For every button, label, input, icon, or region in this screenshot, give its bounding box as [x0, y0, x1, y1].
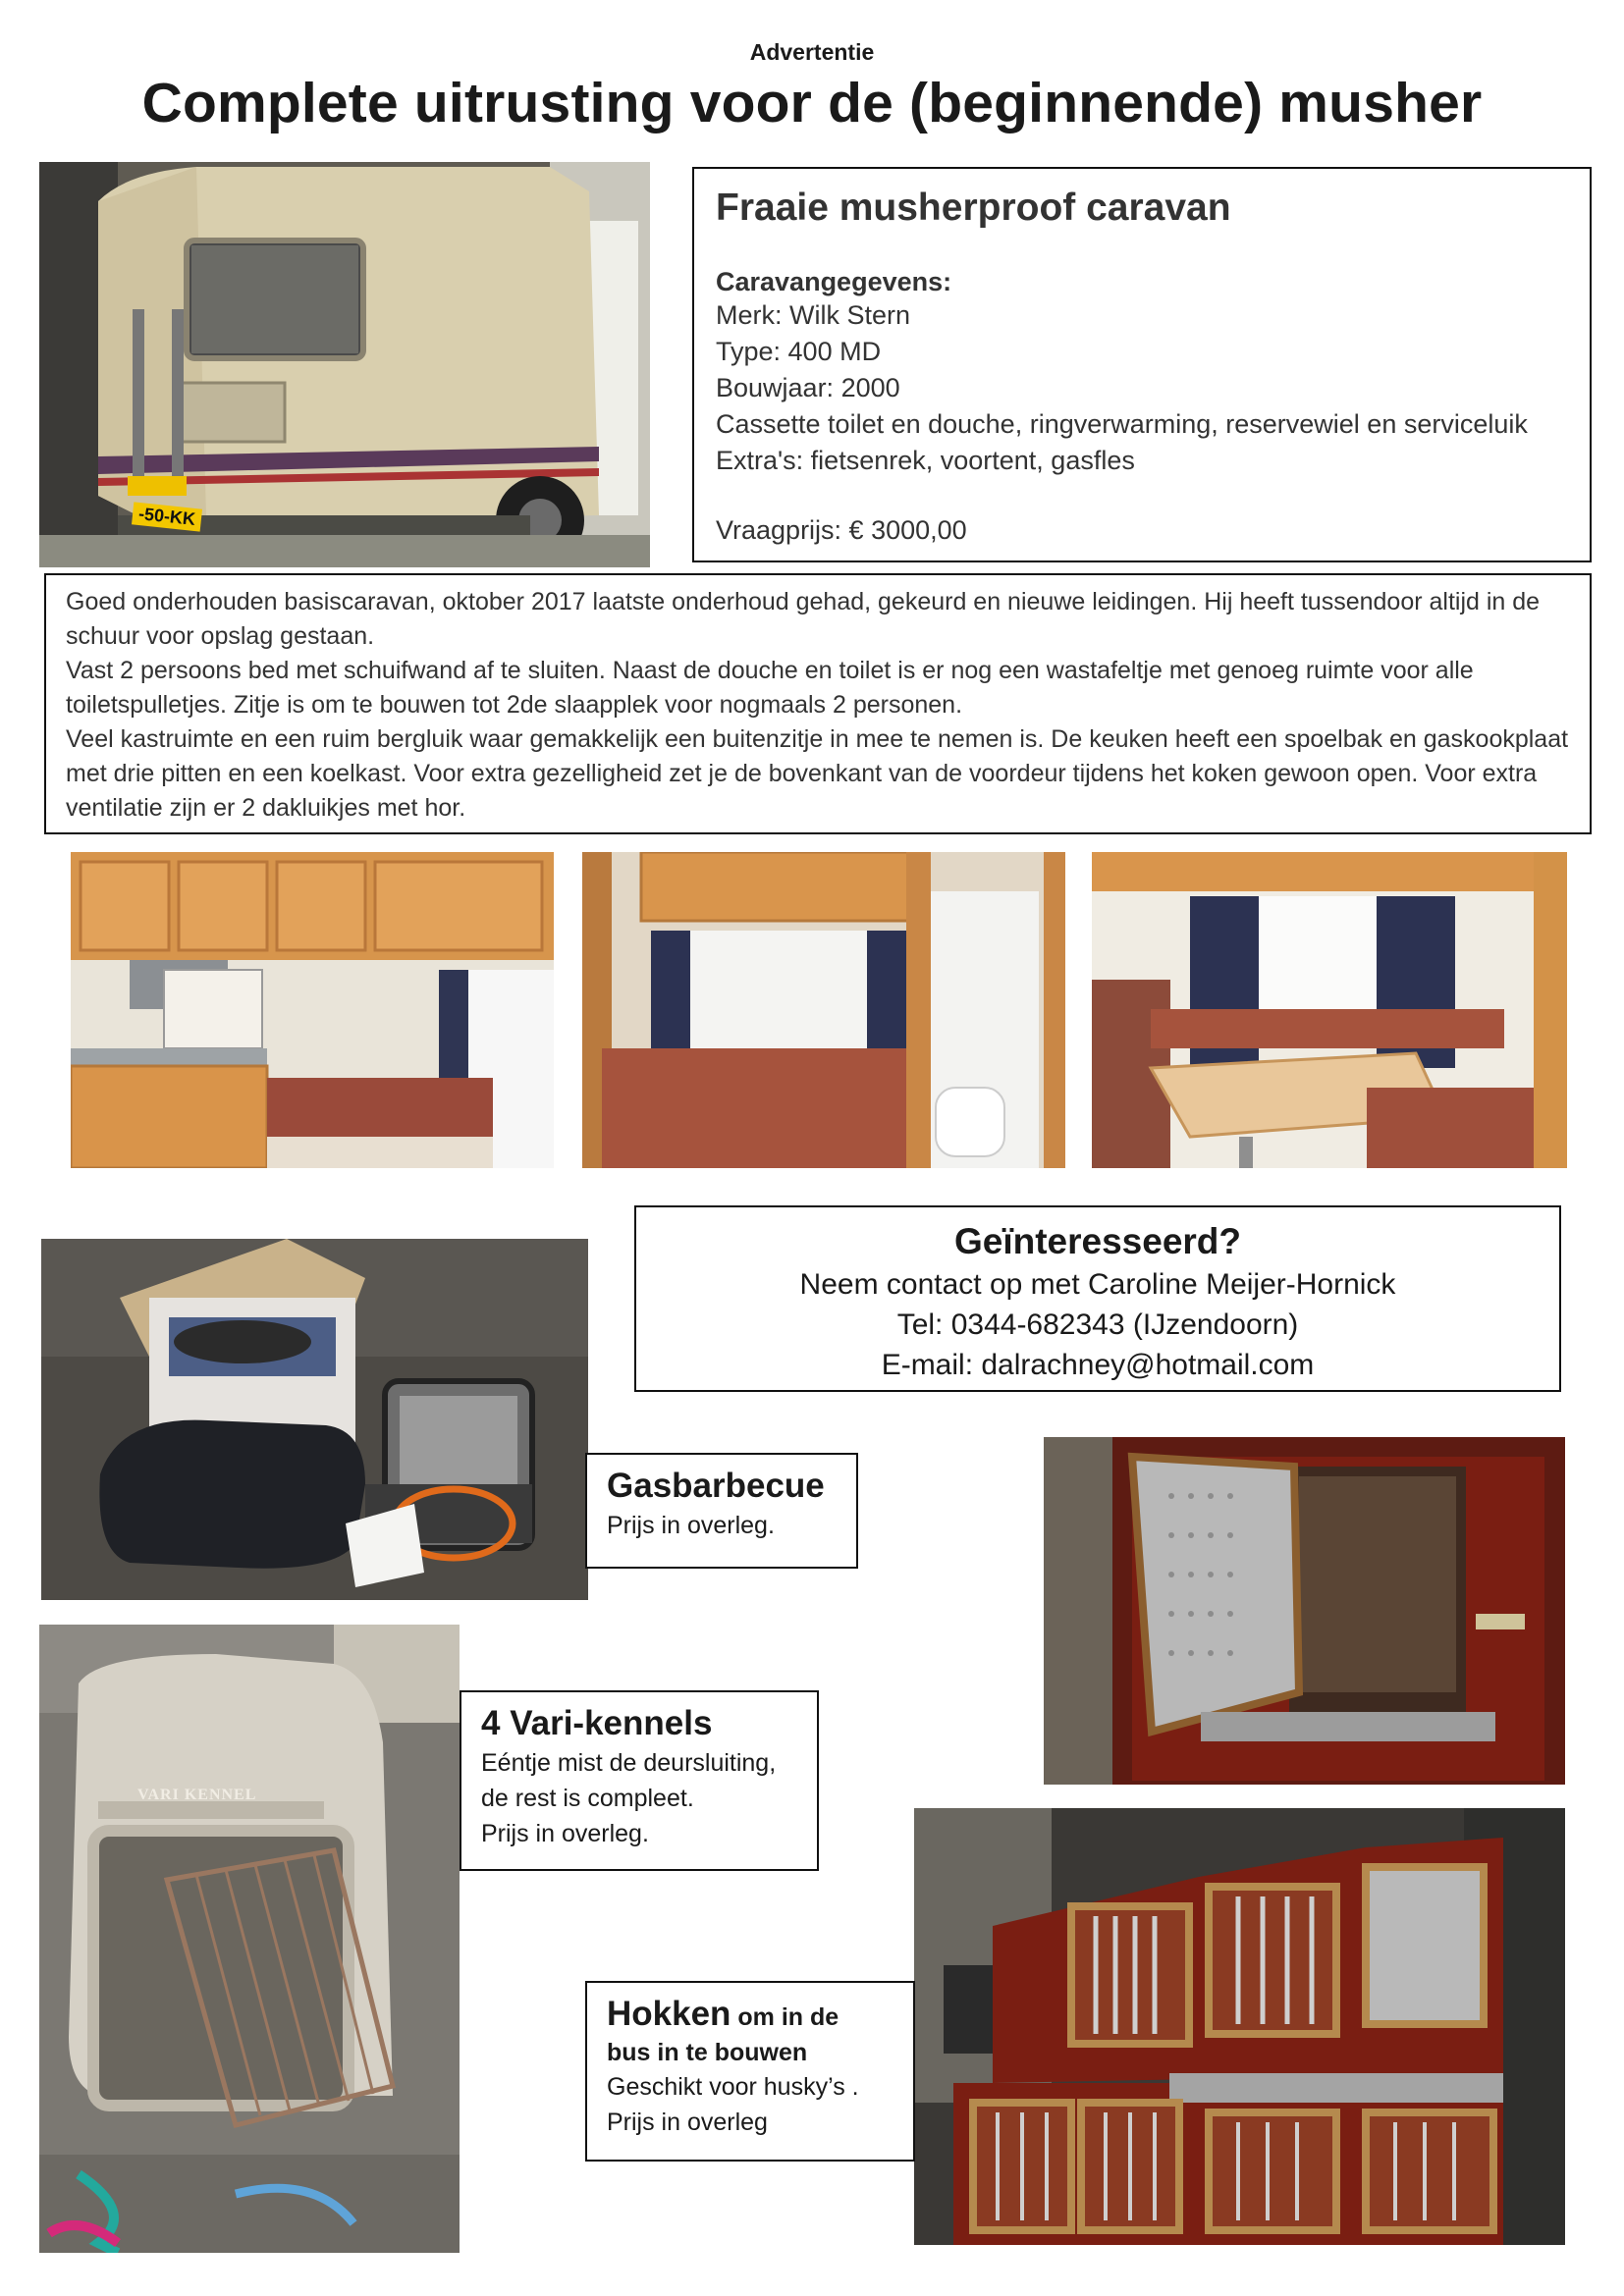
caravan-heading: Fraaie musherproof caravan — [716, 187, 1231, 229]
caravan-kitchen-photo — [71, 852, 554, 1168]
gas-barbecue-photo — [41, 1239, 588, 1600]
vari-kennels-title: 4 Vari-kennels — [481, 1704, 713, 1742]
hokken-title-line2: bus in te bouwen — [607, 2039, 808, 2066]
caravan-bedroom-photo — [582, 852, 1065, 1168]
contact-email[interactable]: E-mail: dalrachney@hotmail.com — [881, 1349, 1315, 1381]
page-title: Complete uitrusting voor de (beginnende) musher — [141, 72, 1483, 134]
caravan-details-box — [692, 167, 1592, 562]
vari-kennels-note-1: Eéntje mist de deursluiting, — [481, 1749, 777, 1777]
kennel-door-photo — [1044, 1437, 1565, 1785]
dog-boxes-photo — [914, 1808, 1565, 2245]
spec-year: Bouwjaar: 2000 — [716, 373, 900, 402]
gasbarbecue-price: Prijs in overleg. — [607, 1512, 775, 1539]
caravan-exterior-photo — [39, 162, 650, 567]
hokken-title: Hokken — [607, 1995, 731, 2033]
caravan-price: Vraagprijs: € 3000,00 — [716, 515, 967, 545]
spec-brand: Merk: Wilk Stern — [716, 300, 911, 330]
caravan-seating-photo — [1092, 852, 1567, 1168]
gasbarbecue-title: Gasbarbecue — [607, 1467, 825, 1505]
spec-features: Cassette toilet en douche, ringverwarming, reservewiel en serviceluik — [716, 409, 1528, 439]
hokken-title-suffix: om in de — [731, 2003, 839, 2031]
vari-kennels-price: Prijs in overleg. — [481, 1820, 649, 1847]
vari-kennel-photo — [39, 1625, 460, 2253]
kennel-brand-label: VARI KENNEL — [137, 1787, 257, 1803]
description-paragraph: Goed onderhouden basiscaravan, oktober 2017 laatste onderhoud gehad, gekeurd en nieuwe leidingen. Hij heeft tussendoor altijd in de schuur voor opslag gestaan. — [66, 588, 1541, 650]
vari-kennels-box — [460, 1690, 819, 1871]
hokken-note: Geschikt voor husky’s . — [607, 2073, 859, 2101]
spec-extras: Extra's: fietsenrek, voortent, gasfles — [716, 446, 1135, 475]
vari-kennels-note-2: de rest is compleet. — [481, 1785, 694, 1812]
contact-title: Geïnteresseerd? — [953, 1221, 1242, 1261]
ad-label: Advertentie — [749, 39, 875, 65]
hokken-title-line — [607, 1993, 893, 2036]
license-plate: -50-KK — [132, 502, 202, 531]
caravan-description-box — [44, 573, 1592, 834]
spec-type: Type: 400 MD — [716, 337, 882, 366]
gasbarbecue-box — [585, 1453, 858, 1569]
caravan-specs-heading: Caravangegevens: — [716, 267, 952, 296]
contact-box — [634, 1205, 1561, 1392]
description-paragraph: Vast 2 persoons bed met schuifwand af te sluiten. Naast de douche en toilet is er nog een wastafeltje met genoeg ruimte voor alle toiletspulletjes. Zitje is om te bouwen tot 2de slaapplek voor nogmaals 2 personen. — [66, 657, 1474, 719]
contact-phone[interactable]: Tel: 0344-682343 (IJzendoorn) — [896, 1308, 1299, 1341]
hokken-box — [585, 1981, 915, 2162]
hokken-price: Prijs in overleg — [607, 2109, 768, 2136]
contact-name: Neem contact op met Caroline Meijer-Hornick — [799, 1268, 1396, 1301]
description-paragraph: Veel kastruimte en een ruim bergluik waar gemakkelijk een buitenzitje in mee te nemen is. De keuken heeft een spoelbak en gaskookplaat met drie pitten en een koelkast. Voor extra gezelligheid zet je de bovenkant van de voordeur tijdens het koken gewoon open. Voor extra ventilatie zijn er 2 dakluikjes met hor. — [66, 725, 1569, 822]
